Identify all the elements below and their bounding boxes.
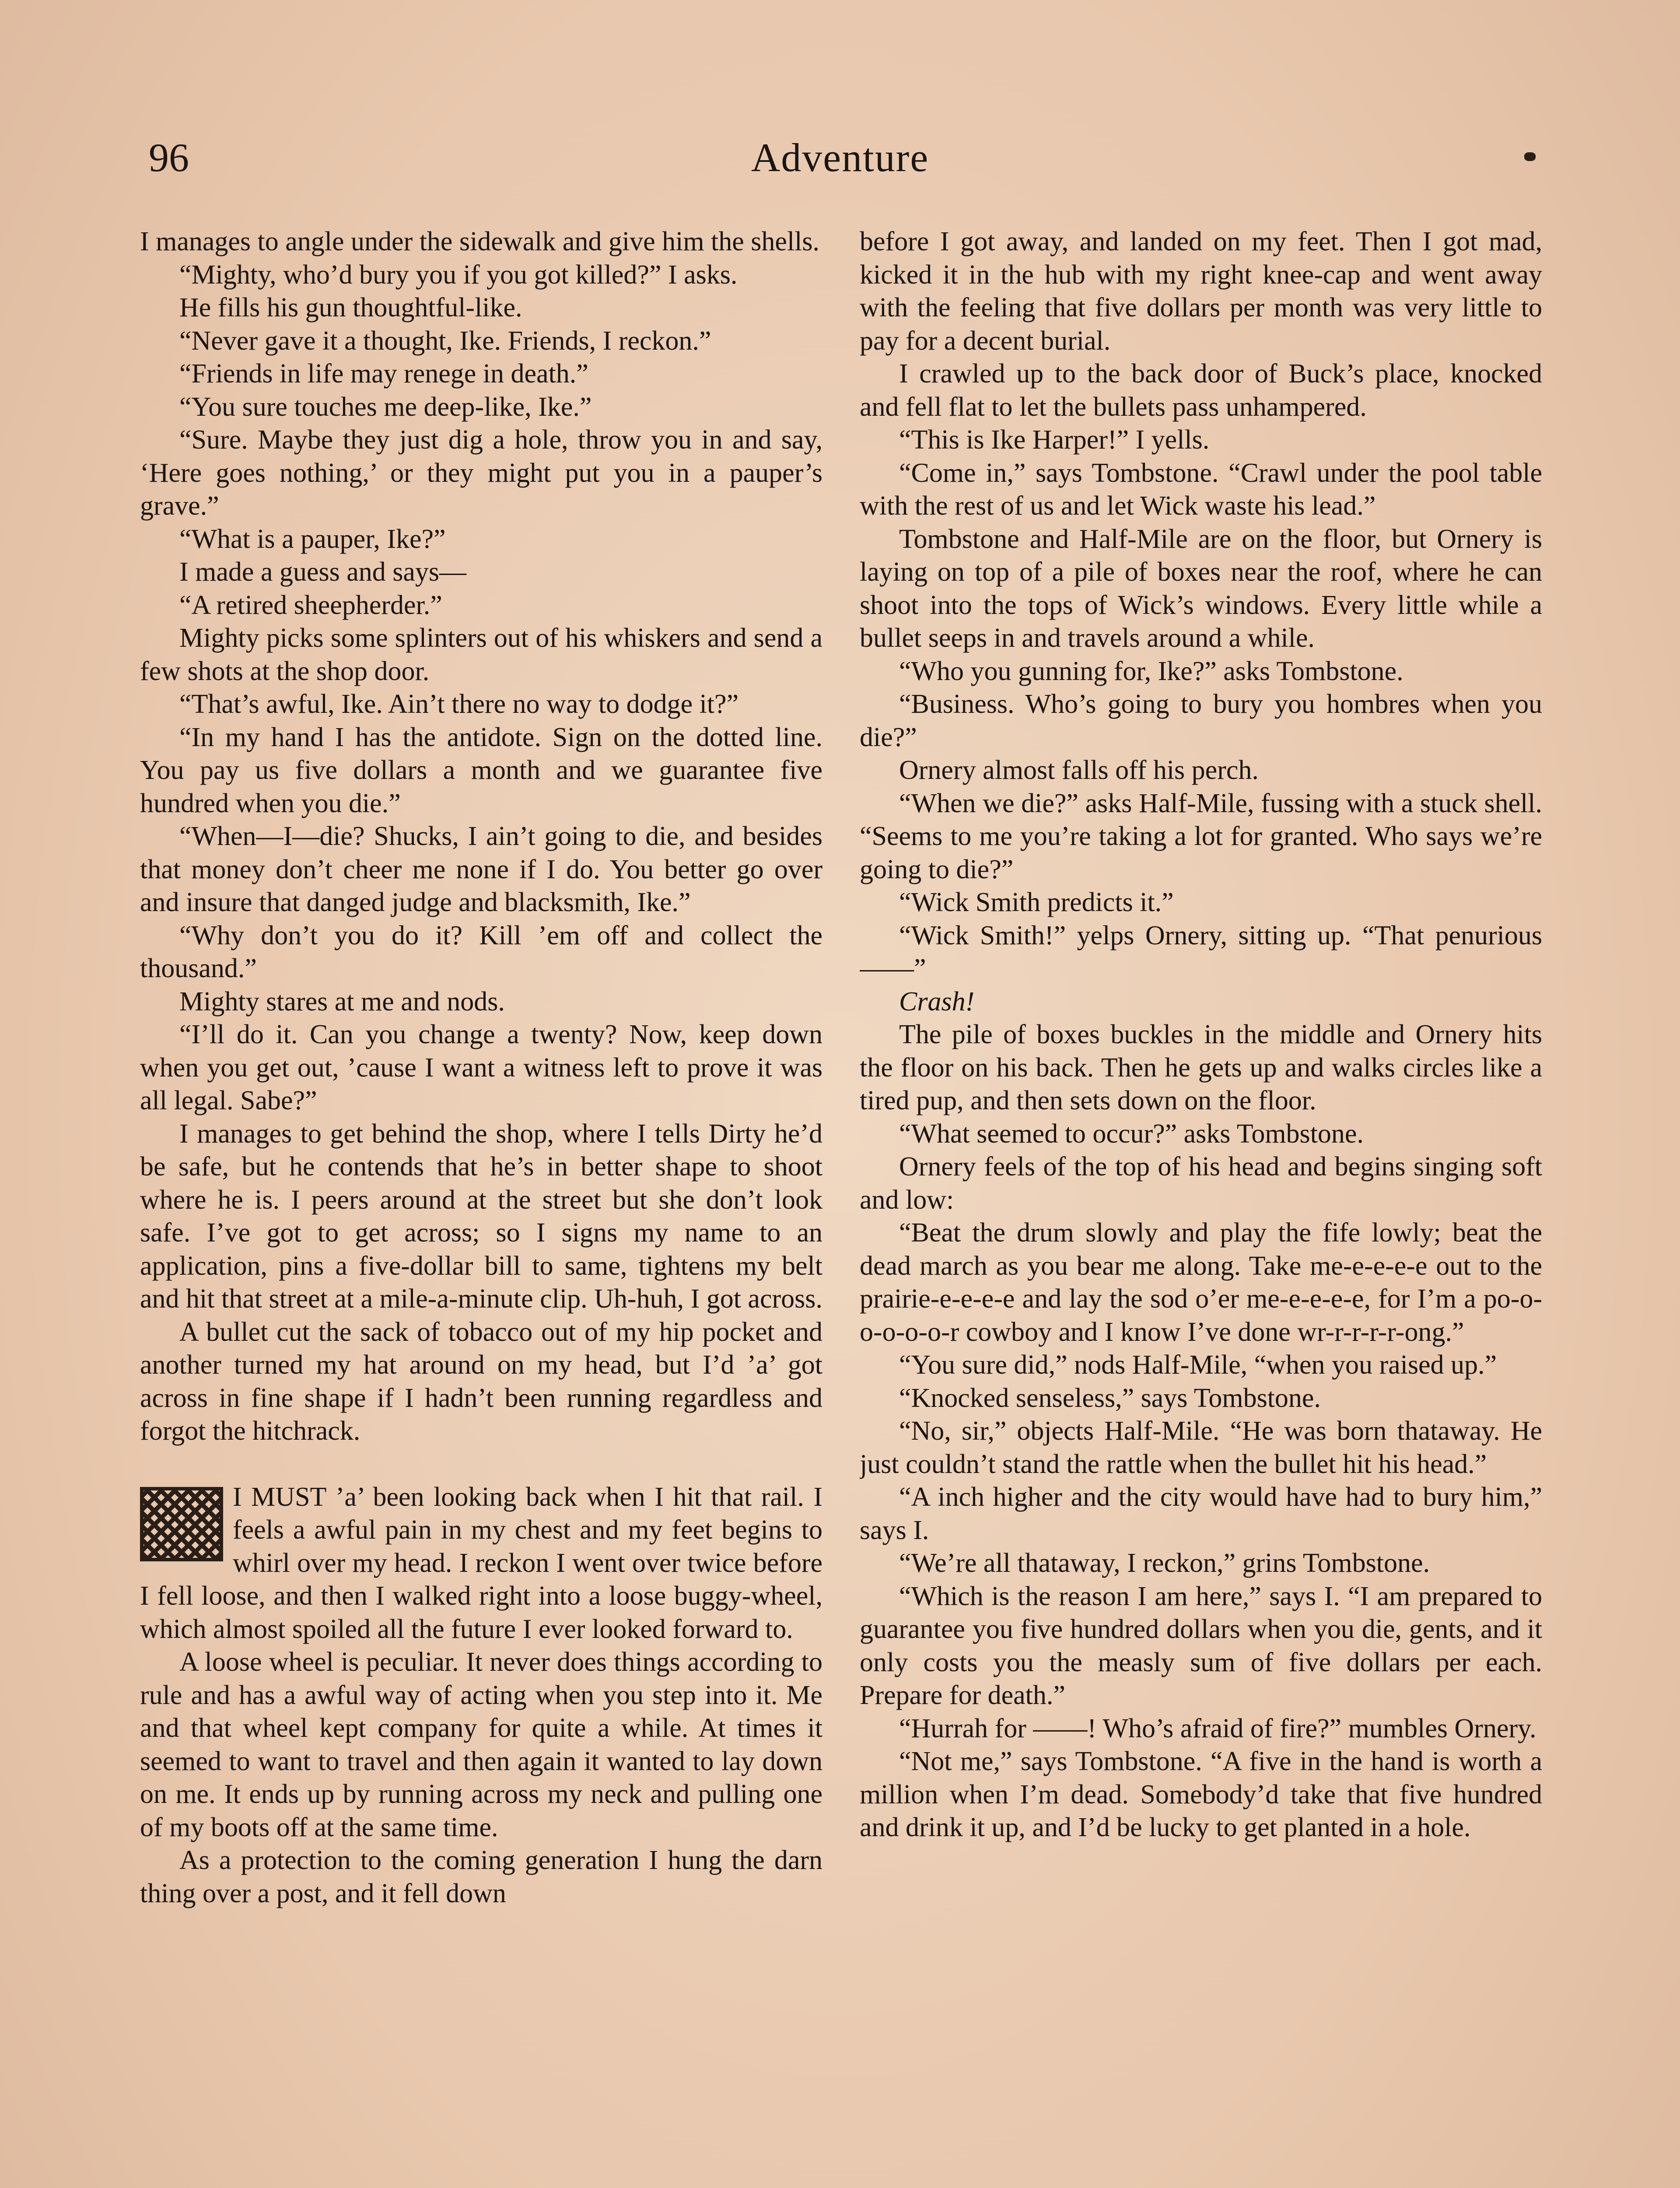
paragraph: “When—I—die? Shucks, I ain’t going to die, and besides that money don’t cheer me none if I do. You better go over and insure that danged judge and blacksmith, Ike.”	[140, 821, 822, 917]
paragraph: “What seemed to occur?” asks Tombstone.	[899, 1119, 1364, 1149]
paragraph: Mighty stares at me and nods.	[179, 986, 505, 1017]
right-column	[860, 225, 1542, 2188]
section-break	[140, 1481, 822, 1646]
ornament-icon	[140, 1487, 223, 1561]
paragraph: The pile of boxes buckles in the middle and Ornery hits the floor on his back. Then he gets up and walks circles like a tired pup, and then sets down on the floor.	[860, 1020, 1542, 1115]
paragraph: Ornery almost falls off his perch.	[899, 755, 1259, 785]
paragraph: “Who you gunning for, Ike?” asks Tombstone.	[899, 656, 1404, 686]
paragraph: “Wick Smith!” yelps Ornery, sitting up. “That penurious——”	[860, 920, 1542, 983]
paragraph: “Come in,” says Tombstone. “Crawl under the pool table with the rest of us and let Wick waste his lead.”	[860, 458, 1542, 521]
paragraph: “In my hand I has the antidote. Sign on the dotted line. You pay us five dollars a month and we guarantee five hundred when you die.”	[140, 722, 822, 818]
paragraph: “Not me,” says Tombstone. “A five in the hand is worth a million when I’m dead. Somebody’d take that five hundred and drink it up, and I’d be lucky to get planted in a hole.	[860, 1746, 1542, 1842]
page-header	[144, 127, 1536, 188]
paragraph: “Friends in life may renege in death.”	[179, 359, 588, 389]
paragraph: Mighty picks some splinters out of his whiskers and send a few shots at the shop door.	[140, 623, 822, 686]
paragraph: As a protection to the coming generation I hung the darn thing over a post, and it fell down	[140, 1845, 822, 1908]
paragraph: “Hurrah for ——! Who’s afraid of fire?” mumbles Ornery.	[899, 1713, 1536, 1743]
magazine-title: Adventure	[751, 135, 929, 180]
paragraph: “Business. Who’s going to bury you hombres when you die?”	[860, 689, 1542, 752]
paragraph: “Which is the reason I am here,” says I. “I am prepared to guarantee you five hundred dollars when you die, gents, and it only costs you the measly sum of five dollars per each. Prepare for death.”	[860, 1581, 1542, 1710]
paragraph: “Beat the drum slowly and play the fife lowly; beat the dead march as you bear me along. Take me-e-e-e-e out to the prairie-e-e-e-e and lay the sod o’er me-e-e-e-e, for I’m a po-o-o-o-o-o-r cowboy and I know I’ve done wr-r-r-r-r-ong.”	[860, 1218, 1542, 1347]
paragraph: “No, sir,” objects Half-Mile. “He was born thataway. He just couldn’t stand the rattle when the bullet hit his head.”	[860, 1416, 1542, 1479]
paragraph: “Knocked senseless,” says Tombstone.	[899, 1383, 1321, 1413]
paragraph: “I’ll do it. Can you change a twenty? Now, keep down when you get out, ’cause I want a witness left to prove it was all legal. Sabe?”	[140, 1020, 822, 1115]
paragraph: “This is Ike Harper!” I yells.	[899, 425, 1210, 455]
paragraph: “A inch higher and the city would have had to bury him,” says I.	[860, 1482, 1542, 1545]
paragraph: “A retired sheepherder.”	[179, 590, 442, 620]
ink-spot-icon	[1524, 152, 1536, 161]
paragraph: I manages to angle under the sidewalk and give him the shells.	[140, 227, 820, 256]
paragraph: Crash!	[899, 986, 975, 1017]
paragraph: “Why don’t you do it? Kill ’em off and collect the thousand.”	[140, 920, 822, 983]
paragraph: “When we die?” asks Half-Mile, fussing with a stuck shell. “Seems to me you’re taking a lot for granted. Who says we’re going to die?”	[860, 788, 1542, 884]
paragraph: “What is a pauper, Ike?”	[179, 524, 446, 554]
paragraph: “That’s awful, Ike. Ain’t there no way to dodge it?”	[179, 689, 739, 719]
paragraph: He fills his gun thoughtful-like.	[179, 293, 522, 323]
paragraph: “We’re all thataway, I reckon,” grins Tombstone.	[899, 1548, 1430, 1578]
paragraph: “Sure. Maybe they just dig a hole, throw you in and say, ‘Here goes nothing,’ or they might put you in a pauper’s grave.”	[140, 425, 822, 521]
paragraph: A loose wheel is peculiar. It never does things according to rule and has a awful way of acting when you step into it. Me and that wheel kept company for quite a while. At times it seemed to want to travel and then again it wanted to lay down on me. It ends up by running across my neck and pulling one of my boots off at the same time.	[140, 1647, 822, 1842]
paragraph: A bullet cut the sack of tobacco out of my hip pocket and another turned my hat around on my head, but I’d ’a’ got across in fine shape if I hadn’t been running regardless and forgot the hitchrack.	[140, 1317, 822, 1446]
paragraph: Ornery feels of the top of his head and begins singing soft and low:	[860, 1152, 1542, 1215]
paragraph: Tombstone and Half-Mile are on the floor, but Ornery is laying on top of a pile of boxes near the roof, where he can shoot into the tops of Wick’s windows. Every little while a bullet seeps in and travels around a while.	[860, 524, 1542, 653]
paragraph: “Wick Smith predicts it.”	[899, 887, 1174, 917]
paragraph: “You sure did,” nods Half-Mile, “when you raised up.”	[899, 1350, 1497, 1380]
paragraph: I manages to get behind the shop, where I tells Dirty he’d be safe, but he contends that he’s in better shape to shoot where he is. I peers around at the street but she don’t look safe. I’ve got to get across; so I signs my name to an application, pins a five-dollar bill to same, tightens my belt and hit that street at a mile-a-minute clip. Uh-huh, I got across.	[140, 1119, 822, 1314]
paragraph: “You sure touches me deep-like, Ike.”	[179, 392, 592, 422]
paragraph: I crawled up to the back door of Buck’s place, knocked and fell flat to let the bullets pass unhampered.	[860, 359, 1542, 422]
section-opening-paragraph: I MUST ’a’ been looking back when I hit that rail. I feels a awful pain in my chest and my feet begins to whirl over my head. I reckon I went over twice before I fell loose, and then I walked right into a loose buggy-wheel, which almost spoiled all the future I ever looked forward to.	[140, 1482, 822, 1644]
page-number: 96	[149, 135, 189, 180]
paragraph: “Never gave it a thought, Ike. Friends, I reckon.”	[179, 326, 711, 356]
paragraph: “Mighty, who’d bury you if you got killed?” I asks.	[179, 259, 738, 290]
paragraph: I made a guess and says—	[179, 557, 466, 587]
left-column	[140, 225, 822, 2188]
paragraph: before I got away, and landed on my feet. Then I got mad, kicked it in the hub with my right knee-cap and went away with the feeling that five dollars per month was very little to pay for a decent burial.	[860, 227, 1542, 356]
